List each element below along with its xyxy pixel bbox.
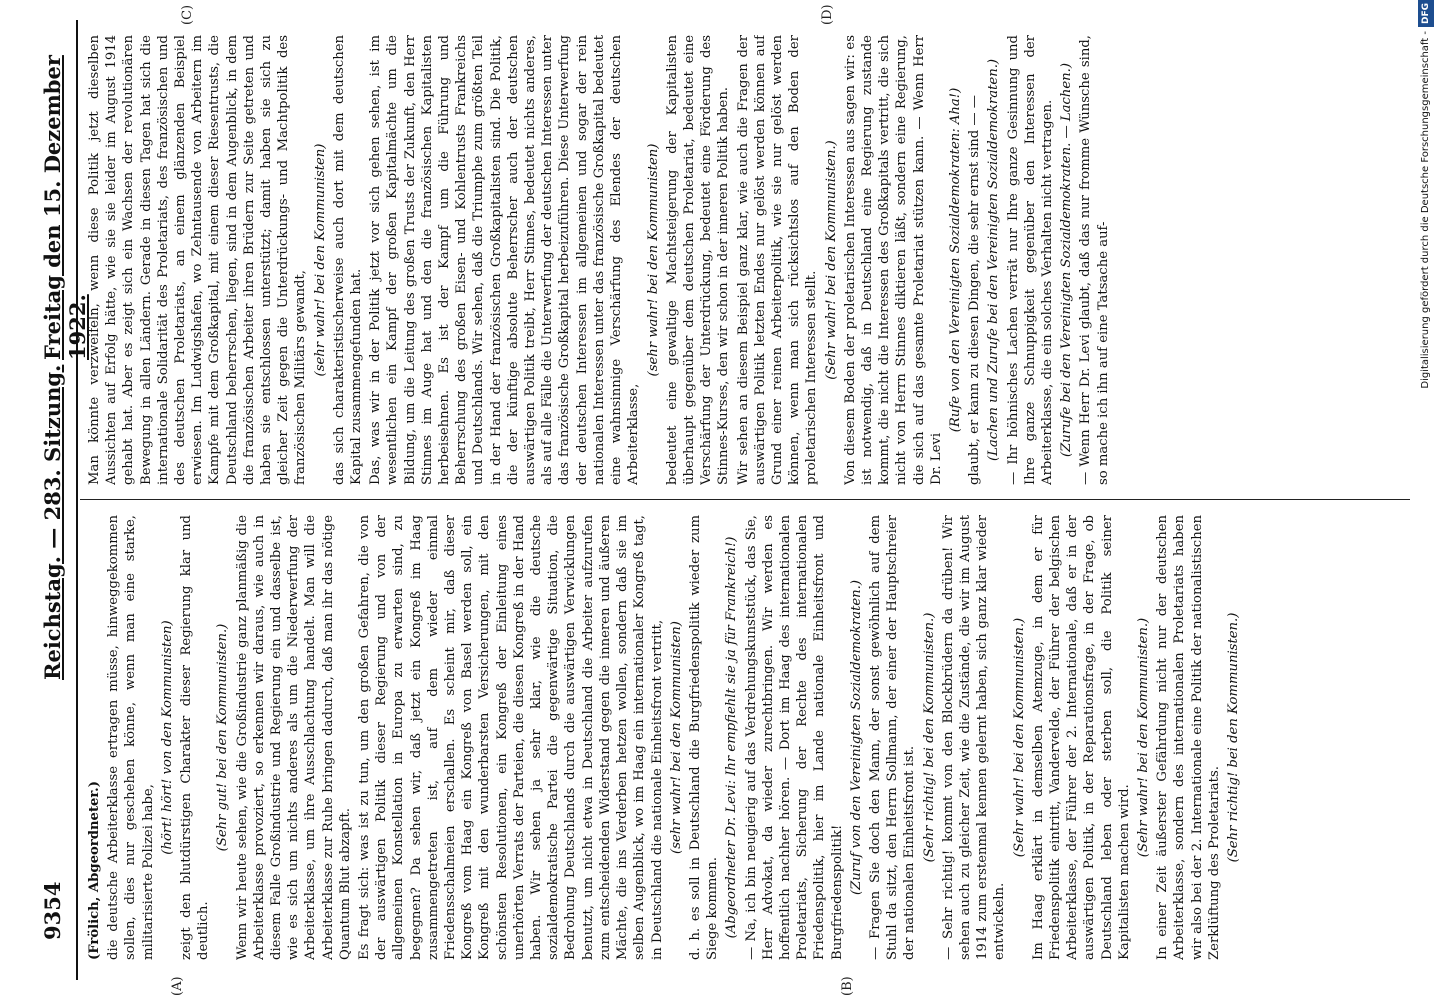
page-number: 9354: [40, 881, 65, 940]
session-title: Reichstag. — 283. Sitzung.: [40, 364, 65, 680]
interjection: (hört! hört! von den Kommunisten): [159, 620, 175, 855]
paragraph: — Wenn Herr Dr. Levi glaubt, daß das nur fromme Wünsche sind, so mache ich ihn auf eine Tatsache auf-: [1078, 35, 1111, 485]
margin-marker-b: (B): [840, 976, 855, 996]
interjection: (Sehr wahr! bei den Kommunisten.): [1011, 617, 1027, 858]
column-divider: [80, 499, 1410, 500]
interjection: (Zurufe bei den Vereinigten Sozialdemokraten. — Lachen.): [1059, 63, 1075, 458]
paragraph: In einer Zeit äußerster Gefährdung nicht nur der deutschen Arbeiterklasse, sondern des internationalen Proletariats haben wir also bei der 2. Internationale eine Politik der nationalistischen Zerklüftung des Proletariats.: [1155, 515, 1222, 960]
paragraph: — Fragen Sie doch den Mann, der sonst gewöhnlich auf dem Stuhl da sitzt, den Herrn Sollmann, der einer der Hauptschreier der nationalen Einheitsfront ist.: [867, 515, 918, 960]
speaker-line: (Frölich, Abgeordneter.): [87, 781, 102, 960]
interjection: (Sehr wahr! bei den Kommunisten.): [1135, 617, 1151, 858]
interjection: (Sehr wahr! bei den Kommunisten.): [823, 140, 839, 380]
interjection: (Rufe von den Vereinigten Sozialdemokraten: Aha!): [947, 87, 963, 433]
interjection: (Sehr gut! bei den Kommunisten.): [215, 623, 231, 852]
paragraph: Von diesem Boden der proletarischen Interessen aus sagen wir: es ist notwendig, daß in Deutschland eine Regierung zustande kommt, die nicht die Interessen des Großkapitals vertritt, die sich nicht von Herrn Stinnes diktieren läßt, sondern eine Regierung, die sich auf das gesamte Proletariat stützen kann. — Wenn Herr Dr. Levi: [842, 35, 944, 485]
paragraph: zeigt den blutdürstigen Charakter dieser Regierung klar und deutlich.: [179, 515, 212, 960]
right-column: [86, 35, 1406, 485]
credit-text: Digitalisierung gefördert durch die Deutsche Forschungsgemeinschaft -: [1420, 31, 1431, 389]
paragraph: Das, was wir in der Politik jetzt vor sich gehen sehen, ist im wesentlichen ein Kampf der großen Kapitalmächte um die Bildung, um die Leitung des großen Trusts der Zukunft, den Herr Stinnes im Auge hat und den die französischen Kapitalisten herbeisehnen. Es ist der Kampf um die Führung und Beherrschung des großen Eisen- und Kohlentrusts Frankreichs und Deutschlands. Wir sehen, daß die Triumphe zum größten Teil in der Hand der französischen Großkapitalisten sind. Die Politik, die der künftige absolute Beherrscher auch der deutschen auswärtigen Politik treibt, Herr Stinnes, bedeutet nichts anderes, als auf alle Fälle die Unterwerfung der deutschen Interessen unter das französische Großkapital herbeizuführen. Diese Unterwerfung der deutschen Interessen im allgemeinen und sogar der rein nationalen Interessen unter das französische Großkapital bedeutet eine wahnsinnige Verschärfung des Elendes der deutschen Arbeiterklasse,: [368, 35, 642, 485]
paragraph: bedeutet eine gewaltige Machtsteigerung der Kapitalisten überhaupt gegenüber dem deutschen Proletariat, bedeutet eine Verschärfung der Unterdrückung, bedeutet eine Förderung des Stinnes-Kurses, den wir schon in der inneren Politik haben.: [664, 35, 732, 485]
paragraph: — Na, ich bin neugierig auf das Verdrehungskunststück, das Sie, Herr Advokat, da wieder zurechtbringen. Wir werden es hoffentlich nachher hören. — Dort im Haag des internationalen Proletariats, Sicherung der Rechte des internationalen Friedenspolitik, hier im Lande nationale Einheitsfront und Burgfriedenspolitik!: [743, 515, 845, 960]
paragraph: — Ihr höhnisches Lachen verrät nur Ihre ganze Gesinnung und Ihre ganze Schnuppigkeit gegenüber den Interessen der Arbeiterklasse, die ein solches Verhalten nicht vertragen.: [1005, 35, 1055, 485]
interjection: (Sehr richtig! bei den Kommunisten.): [1226, 612, 1241, 863]
digitization-credit: [1418, 0, 1434, 1000]
paragraph: Es fragt sich: was ist zu tun, um den großen Gefahren, die von der auswärtigen Politik dieser Regierung und von der allgemeinen Konstellation in Europa zu erwarten sind, zu begegnen? Da sehen wir, daß jetzt ein Kongreß im Haag zusammengetreten ist, auf dem wieder einmal Friedensschalmeien erschallen. Es scheint mir, daß dieser Kongreß vom Haag ein Kongreß von Basel werden soll, ein Kongreß mit den wunderbarsten Versicherungen, mit den schönsten Resolutionen, ein Kongreß der Einleitung eines unerhörten Verrats der Parteien, die diesen Kongreß in der Hand haben. Wir sehen ja sehr klar, wie die deutsche sozialdemokratische Partei die gegenwärtige Situation, die Bedrohung Deutschlands durch die auswärtigen Verwicklungen benutzt, um nicht etwa in Deutschland die Arbeiter aufzurufen zum entscheidenden Widerstand gegen die inneren und äußeren Mächte, die ins Verderben hetzen wollen, sondern daß sie im selben Augenblick, wo im Haag ein internationaler Kongreß tagt, in Deutschland die nationale Einheitsfront vertritt,: [357, 515, 665, 960]
paragraph: Wir sehen an diesem Beispiel ganz klar, wie auch die Fragen der auswärtigen Politik letzten Endes nur gelöst werden können auf Grund einer reinen Arbeiterpolitik, wie sie nur gelöst werden können, wenn man sich rücksichtslos auf den Boden der proletarischen Interessen stellt.: [735, 35, 820, 485]
paragraph: Man könnte verzweifeln, wenn diese Politik jetzt dieselben Aussichten auf Erfolg hätte, wie sie sie leider im August 1914 gehabt hat. Aber es zeigt sich ein Wachsen der revolutionären Bewegung in allen Ländern. Gerade in diesen Tagen hat sich die internationale Solidarität des Proletariats, des französischen und des deutschen Proletariats, an einem glänzenden Beispiel erwiesen. Im Ludwigshafen, wo Zehntausende von Arbeitern im Kampfe mit dem Großkapital, mit einem dieser Riesentrusts, die Deutschland beherrschen, liegen, sind in dem Augenblick, in dem die französischen Arbeiter ihren Brüdern zur Seite getreten und haben sie entschlossen unterstützt; damit haben sie sich zu gleicher Zeit gegen die Unterdrückungs- und Machtpolitik des französischen Militärs gewandt,: [87, 35, 309, 485]
paragraph: d. h. es soll in Deutschland die Burgfriedenspolitik wieder zum Siege kommen.: [687, 515, 721, 960]
margin-marker-a: (A): [170, 976, 185, 996]
left-column: [86, 515, 1406, 960]
dfg-logo: DFG: [1418, 0, 1434, 27]
paragraph: — Sehr richtig! kommt von den Blockbrüdern da drüben! Wir sehen auch zu gleicher Zeit, wie die Zustände, die wir im August 1914 zum erstenmal kennen gelernt haben, sich ganz klar wieder entwickeln.: [940, 515, 1008, 960]
page-header: [20, 20, 90, 980]
interjection: (sehr wahr! bei den Kommunisten): [645, 143, 661, 377]
session-date: Freitag den 15. Dezember 1922.: [40, 55, 90, 360]
interjection: (Lachen und Zurufe bei den Vereinigten Sozialdemokraten.): [986, 58, 1002, 462]
interjection: (Abgeordneter Dr. Levi: Ihr empfiehlt sie ja für Frankreich!): [724, 536, 740, 939]
paragraph: Im Haag erklärt in demselben Atemzuge, in dem er für Friedenspolitik eintritt, Vandervelde, der Führer der belgischen Arbeiterklasse, der Führer der 2. Internationale, daß er in der auswärtigen Politik, in der Reparationsfrage, in der Frage, ob Deutschland leben oder sterben soll, die Politik seiner Kapitalisten machen wird.: [1030, 515, 1132, 960]
margin-marker-c: (C): [180, 4, 195, 25]
paragraph: Wenn wir heute sehen, wie die Großindustrie ganz planmäßig die Arbeiterklasse provoziert, so erkennen wir daraus, wie auch in diesem Falle Großindustrie und Regierung ein und dasselbe ist, wie es sich um nichts anderes als um die Niederwerfung der Arbeiterklasse, um ihre Ausschlachtung handelt. Man will die Arbeiterklasse zur Ruhe bringen dadurch, daß man ihr das nötige Quantum Blut abzapft.: [234, 515, 353, 960]
paragraph: die deutsche Arbeiterklasse ertragen müsse, hinweggekommen sollen, dies nur geschehen könne, wenn man eine starke, militarisierte Polizei habe,: [106, 515, 156, 960]
interjection: (sehr wahr! bei den Kommunisten): [312, 143, 328, 377]
margin-marker-d: (D): [820, 4, 835, 25]
paragraph: glaubt, er kann zu diesen Dingen, die sehr ernst sind — —: [967, 95, 983, 485]
paragraph: das sich charakteristischerweise auch dort mit dem deutschen Kapital zusammengefunden hat.: [331, 35, 365, 485]
interjection: (Sehr richtig! bei den Kommunisten.): [921, 612, 937, 863]
interjection: (sehr wahr! bei den Kommunisten): [668, 621, 684, 854]
interjection: (Zuruf von den Vereinigten Sozialdemokraten.): [848, 579, 864, 896]
